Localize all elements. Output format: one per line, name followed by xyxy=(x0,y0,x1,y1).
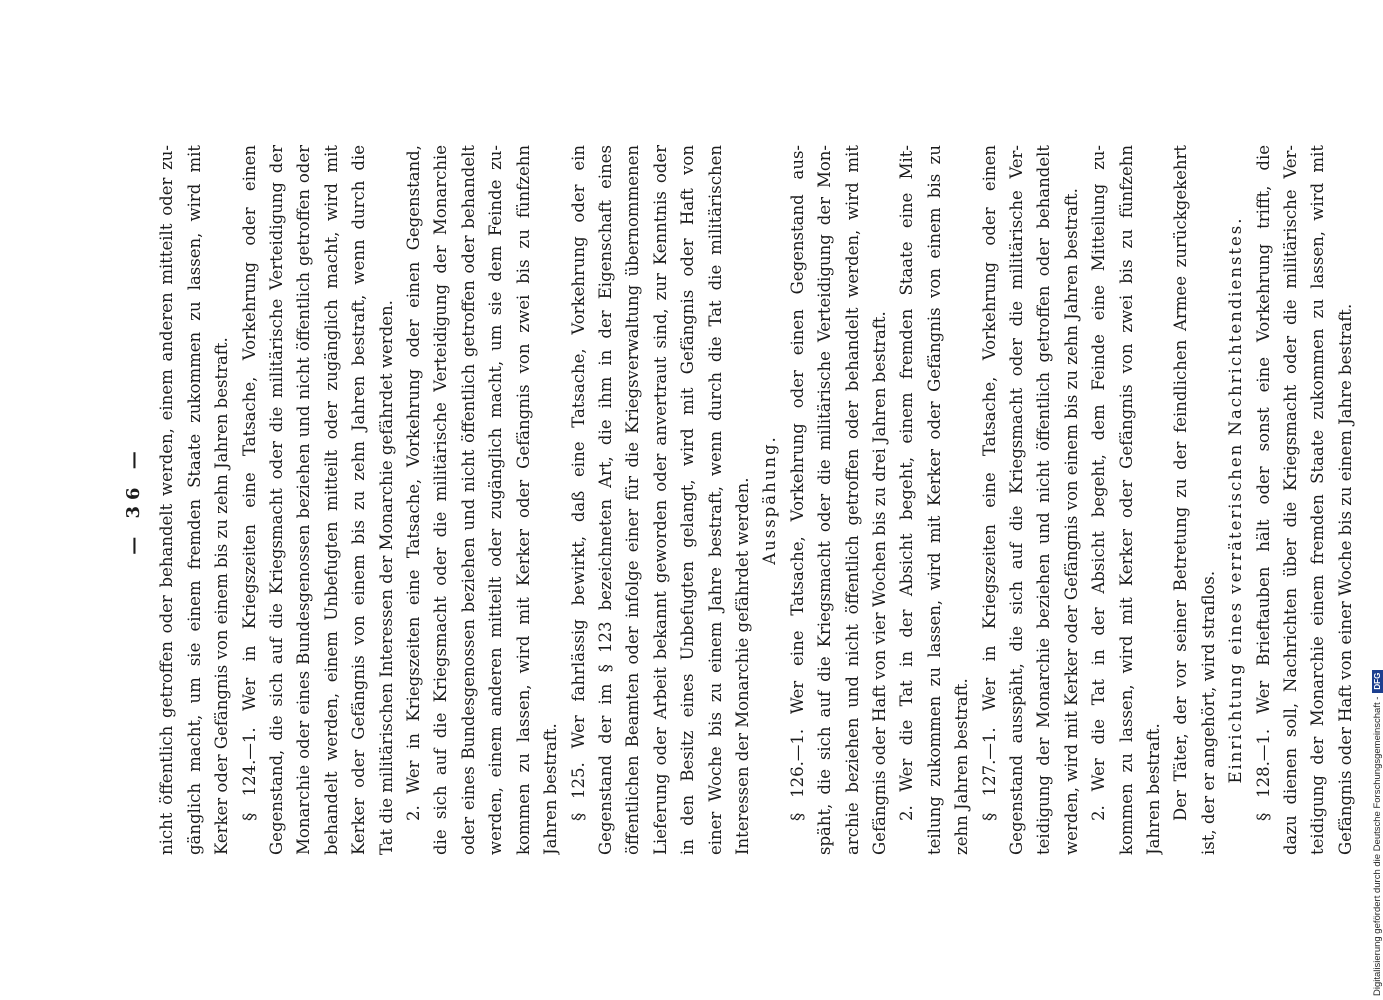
text-line: Gegenstand ausspäht, die sich auf die Kriegsmacht oder die militärische Ver- xyxy=(1007,145,1026,855)
text-line: kommen zu lassen, wird mit Kerker oder Gefängnis von zwei bis zu fünfzehn xyxy=(513,145,533,855)
text-line: § 125. Wer fahrlässig bewirkt, daß eine Tatsache, Vorkehrung oder ein xyxy=(568,145,588,821)
text-line: Kerker oder Gefängnis von einem bis zu zehn Jahren bestraft, wenn durch die xyxy=(349,145,369,855)
text-line: werden, wird mit Kerker oder Gefängnis von einem bis zu zehn Jahren bestraft. xyxy=(1061,188,1081,855)
text-line: 2. Wer die Tat in der Absicht begeht, dem Feinde eine Mitteilung zu- xyxy=(1089,145,1109,821)
text-line: Interessen der Monarchie gefährdet werden. xyxy=(732,477,752,855)
text-line: gänglich macht, um sie einem fremden Staate zukommen zu lassen, wird mit xyxy=(184,145,204,855)
text-line: werden, einem anderen mitteilt oder zugänglich macht, um sie dem Feinde zu- xyxy=(486,145,506,855)
text-line: § 126.—1. Wer eine Tatsache, Vorkehrung oder einen Gegenstand aus- xyxy=(787,145,807,821)
text-line: Gegenstand der im § 123 bezeichneten Art, die ihm in der Eigenschaft eines xyxy=(595,145,615,855)
section-heading: Ausspähung. xyxy=(760,435,780,565)
text-line: nicht öffentlich getroffen oder behandelt werden, einem anderen mitteilt oder zu- xyxy=(157,145,177,855)
text-line: § 128.—1. Wer Brieftauben hält oder sonst eine Vorkehrung trifft, die xyxy=(1253,145,1273,821)
text-line: Lieferung oder Arbeit bekannt geworden oder anvertraut sind, zur Kenntnis oder xyxy=(650,145,670,855)
text-line: Der Täter, der vor seiner Betretung zu der feindlichen Armee zurückgekehrt xyxy=(1171,145,1191,821)
text-line: oder eines Bundesgenossen beziehen und nicht öffentlich getroffen oder behandelt xyxy=(458,145,478,855)
text-line: Gefängnis oder Haft von einer Woche bis zu einem Jahre bestraft. xyxy=(1335,303,1355,855)
text-line: Gegenstand, die sich auf die Kriegsmacht oder die militärische Verteidigung der xyxy=(267,145,287,855)
text-line: kommen zu lassen, wird mit Kerker oder Gefängnis von zwei bis zu fünfzehn xyxy=(1116,145,1136,855)
text-line: dazu dienen soll, Nachrichten über die Kriegsmacht oder die militärische Ver- xyxy=(1281,145,1301,855)
page-number: — 36 — xyxy=(123,445,144,555)
text-line: ist, der er angehört, wird straflos. xyxy=(1198,570,1218,855)
text-line: späht, die sich auf die Kriegsmacht oder die militärische Verteidigung der Mon- xyxy=(815,145,835,855)
text-line: § 124.—1. Wer in Kriegszeiten eine Tatsache, Vorkehrung oder einen xyxy=(239,145,259,821)
text-line: zehn Jahren bestraft. xyxy=(952,678,972,855)
text-line: teidigung der Monarchie einem fremden Staate zukommen zu lassen, wird mit xyxy=(1308,145,1328,855)
text-line: Kerker oder Gefängnis von einem bis zu zehn Jahren bestraft. xyxy=(212,337,232,855)
text-line: teilung zukommen zu lassen, wird mit Kerker oder Gefängnis von einem bis zu xyxy=(924,145,944,855)
text-line: 2. Wer in Kriegszeiten eine Tatsache, Vorkehrung oder einen Gegenstand, xyxy=(404,145,424,821)
text-line: Jahren bestraft. xyxy=(541,723,561,855)
text-line: archie beziehen und nicht öffentlich getroffen oder behandelt werden, wird mit xyxy=(842,145,862,855)
text-line: behandelt werden, einem Unbefugten mitteilt oder zugänglich macht, wird mit xyxy=(321,145,341,855)
text-line: Tat die militärischen Interessen der Monarchie gefährdet werden. xyxy=(376,300,396,855)
text-line: in den Besitz eines Unbefugten gelangt, wird mit Gefängnis oder Haft von xyxy=(678,145,698,855)
text-line: einer Woche bis zu einem Jahre bestraft, wenn durch die Tat die militärischen xyxy=(705,145,725,855)
text-line: teidigung der Monarchie beziehen und nicht öffentlich getroffen oder behandelt xyxy=(1034,145,1054,855)
text-line: Gefängnis oder Haft von vier Wochen bis zu drei Jahren bestraft. xyxy=(869,311,889,855)
text-line: öffentlichen Beamten oder infolge einer für die Kriegsverwaltung übernommenen xyxy=(623,145,643,855)
text-line: die sich auf die Kriegsmacht oder die militärische Verteidigung der Monarchie xyxy=(431,145,451,855)
dfg-logo: DFG xyxy=(1372,670,1383,693)
text-line: Monarchie oder eines Bundesgenossen beziehen und nicht öffentlich getroffen oder xyxy=(294,145,314,855)
credit-text: Digitalisierung gefördert durch die Deutsche Forschungsgemeinschaft - xyxy=(1372,696,1383,996)
rotated-text-block xyxy=(120,145,1355,855)
text-line: § 127.—1. Wer in Kriegszeiten eine Tatsache, Vorkehrung oder einen xyxy=(979,145,999,821)
page-body xyxy=(153,145,1359,855)
section-heading: Einrichtung eines verräterischen Nachrichtendienstes. xyxy=(1226,216,1246,784)
digitization-credit xyxy=(1372,670,1383,996)
text-line: Jahren bestraft. xyxy=(1144,723,1164,855)
text-line: 2. Wer die Tat in der Absicht begeht, einem fremden Staate eine Mit- xyxy=(897,145,917,821)
